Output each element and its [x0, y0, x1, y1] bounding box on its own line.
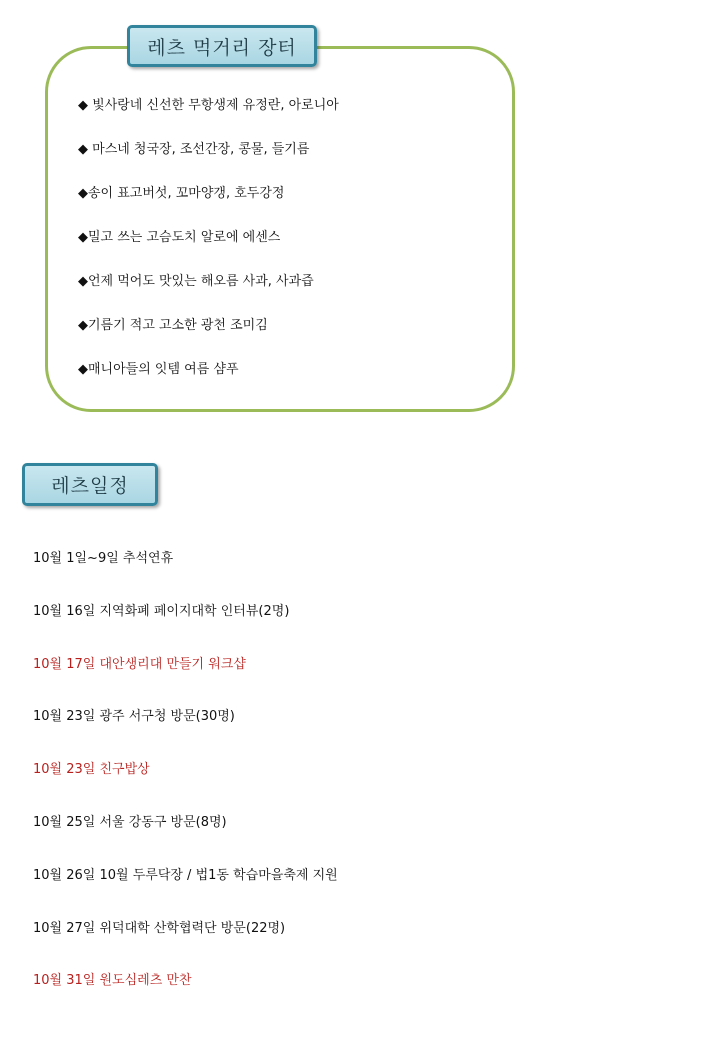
schedule-item: 10월 27일 위덕대학 산학협력단 방문(22명) [33, 920, 286, 936]
schedule-item: 10월 31일 원도심레츠 만찬 [33, 973, 192, 989]
schedule-item: 10월 26일 10월 두루닥장 / 법1동 학습마을축제 지원 [33, 867, 338, 883]
market-item: ◆ 빛사랑네 신선한 무항생제 유정란, 아로니아 [78, 98, 339, 113]
schedule-item: 10월 25일 서울 강동구 방문(8명) [33, 814, 227, 830]
schedule-item: 10월 16일 지역화폐 페이지대학 인터뷰(2명) [33, 603, 290, 619]
market-item: ◆언제 먹어도 맛있는 해오름 사과, 사과즙 [78, 274, 314, 289]
market-item: ◆기름기 적고 고소한 광천 조미김 [78, 318, 268, 333]
schedule-item: 10월 17일 대안생리대 만들기 워크샵 [33, 656, 246, 672]
market-title: 레츠 먹거리 장터 [127, 25, 317, 67]
schedule-title: 레츠일정 [22, 463, 158, 506]
schedule-item: 10월 23일 광주 서구청 방문(30명) [33, 709, 235, 725]
market-item: ◆매니아들의 잇템 여름 샴푸 [78, 362, 239, 377]
market-item: ◆ 마스네 청국장, 조선간장, 콩물, 들기름 [78, 142, 310, 157]
market-item: ◆송이 표고버섯, 꼬마양갱, 호두강정 [78, 186, 285, 201]
market-item: ◆밀고 쓰는 고슴도치 알로에 에센스 [78, 230, 281, 245]
schedule-item: 10월 23일 친구밥상 [33, 762, 150, 778]
market-list [78, 96, 339, 404]
schedule-list [33, 549, 338, 1024]
schedule-item: 10월 1일~9일 추석연휴 [33, 551, 174, 566]
